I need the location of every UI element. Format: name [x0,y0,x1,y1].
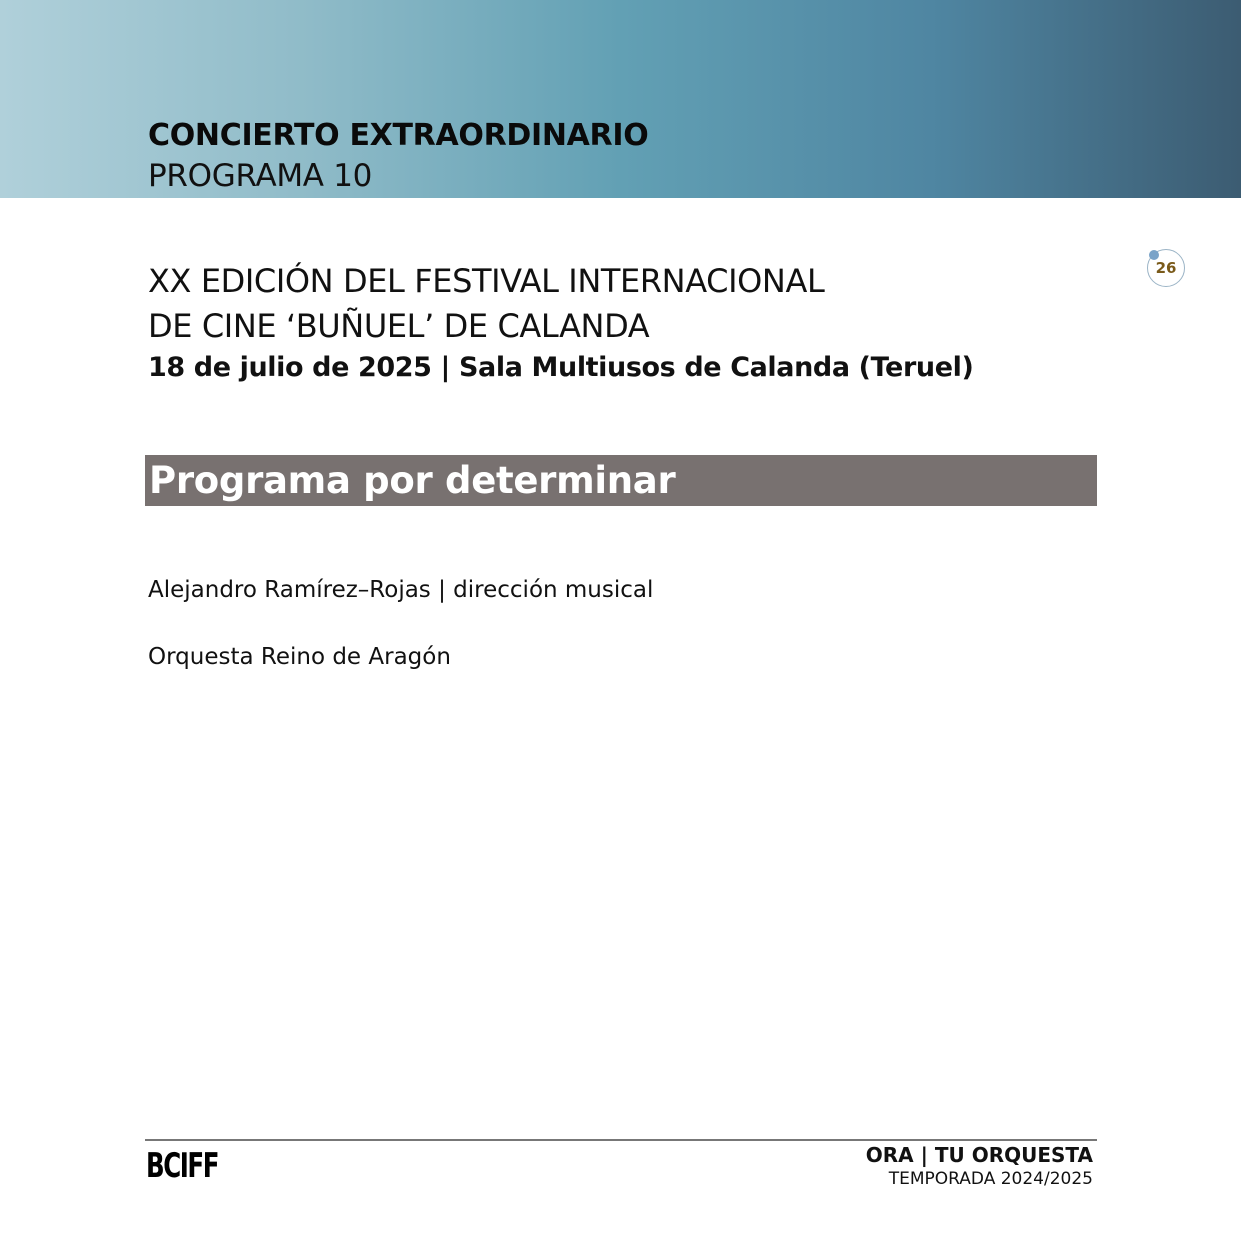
footer-season: TEMPORADA 2024/2025 [888,1169,1093,1189]
concert-type-title: CONCIERTO EXTRAORDINARIO [148,118,649,153]
event-date-venue: 18 de julio de 2025 | Sala Multiusos de Calanda (Teruel) [148,352,974,383]
bciff-logo: BCIFF [146,1146,218,1186]
footer-organization: ORA | TU ORQUESTA [865,1143,1093,1167]
program-banner-text: Programa por determinar [149,459,676,502]
event-title-line-1: XX EDICIÓN DEL FESTIVAL INTERNACIONAL [148,262,825,300]
conductor-credit: Alejandro Ramírez–Rojas | dirección musical [148,577,654,603]
program-banner [145,455,1097,506]
footer-divider [145,1139,1097,1141]
badge-dot-icon [1149,250,1159,260]
orchestra-credit: Orquesta Reino de Aragón [148,644,451,670]
page-number-badge: 26 [1147,249,1185,287]
program-number: PROGRAMA 10 [148,158,373,194]
event-title-line-2: DE CINE ‘BUÑUEL’ DE CALANDA [148,307,650,345]
